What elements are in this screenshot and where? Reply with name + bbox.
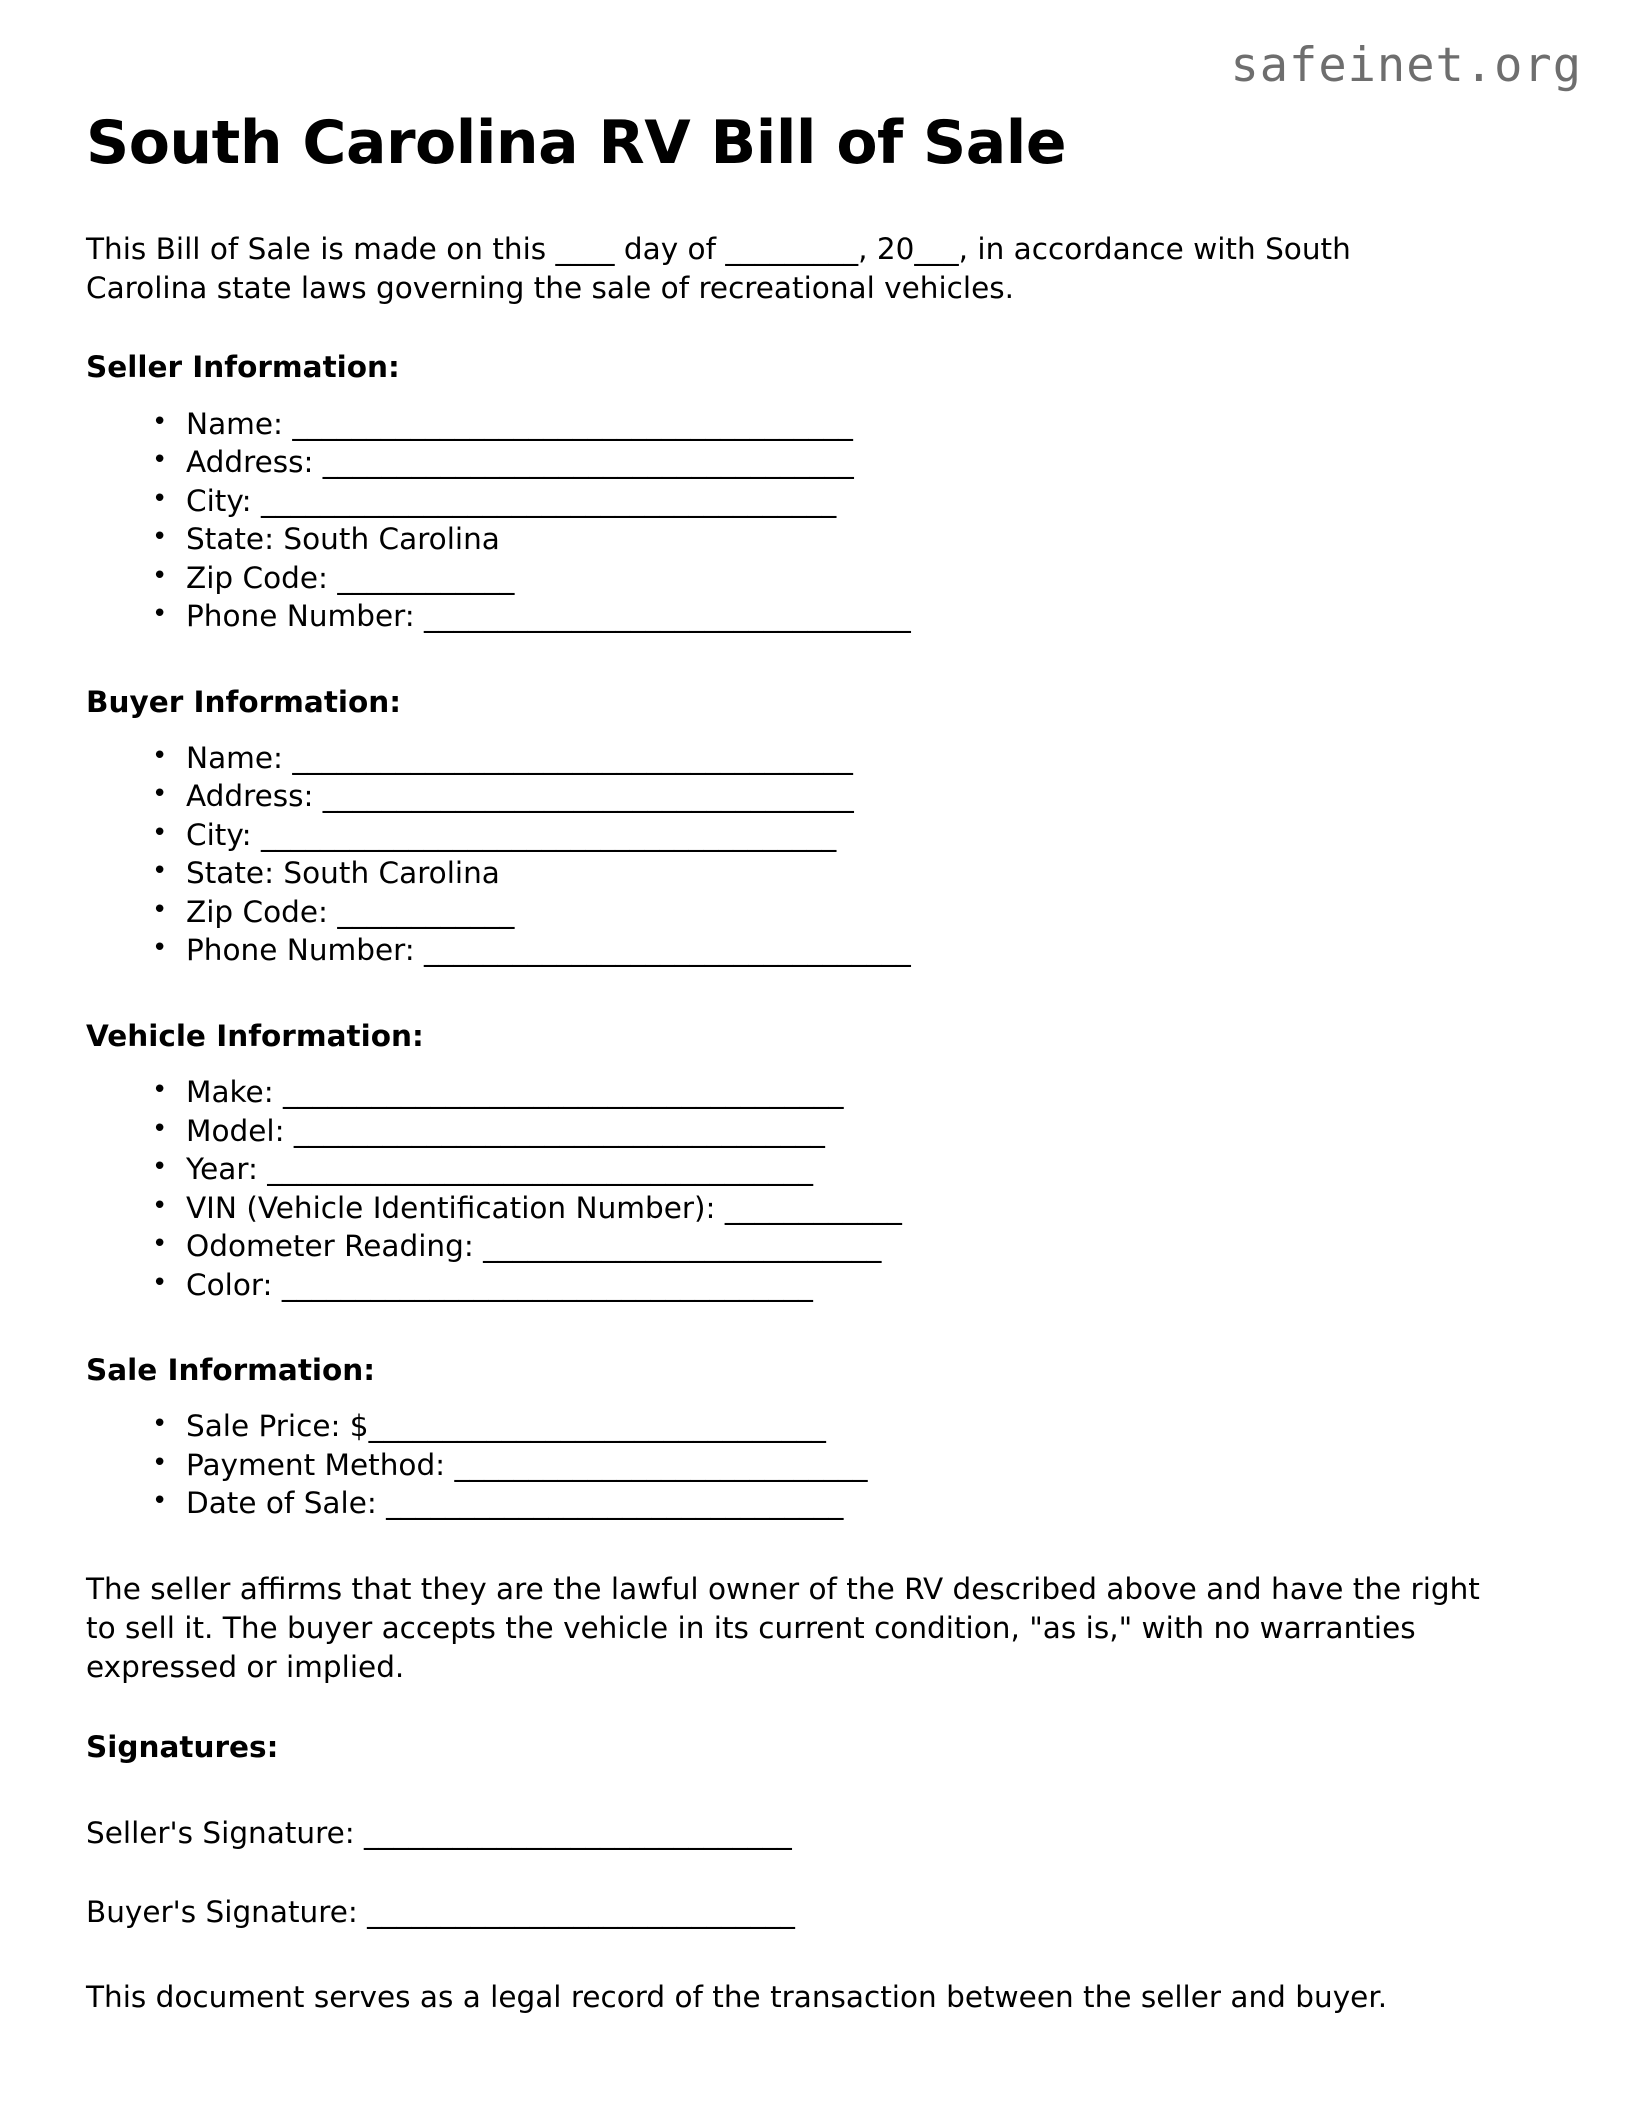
list-item: • Color: ____________________________________ — [152, 1271, 1481, 1301]
spacer — [86, 308, 1481, 348]
spacer — [86, 1528, 1481, 1570]
list-item: • Name: ______________________________________ — [152, 410, 1481, 440]
list-item: • Address: ____________________________________ — [152, 448, 1481, 478]
spacer — [86, 1848, 1481, 1898]
section-heading-seller: Seller Information: — [86, 350, 400, 385]
list-item: • Date of Sale: _______________________________ — [152, 1489, 1481, 1519]
page-title: South Carolina RV Bill of Sale — [86, 108, 1067, 178]
list-item: • State: South Carolina — [152, 525, 1481, 555]
closing-paragraph: This document serves as a legal record of the transaction between the seller and buyer. — [86, 1979, 1388, 2014]
spacer — [86, 1688, 1481, 1728]
seller-field-list — [86, 406, 1481, 634]
list-item: • Phone Number: _________________________________ — [152, 936, 1481, 966]
list-item: • Make: ______________________________________ — [152, 1078, 1481, 1108]
section-heading-sale: Sale Information: — [86, 1353, 376, 1388]
list-item: • Zip Code: ____________ — [152, 898, 1481, 928]
watermark-safeinet: safeinet.org — [1230, 38, 1582, 93]
list-item: • Model: ____________________________________ — [152, 1117, 1481, 1147]
spacer — [86, 1928, 1481, 1978]
document-body — [86, 230, 1481, 2017]
section-heading-signatures: Signatures: — [86, 1729, 279, 1764]
section-heading-vehicle: Vehicle Information: — [86, 1018, 424, 1053]
list-item: • City: _______________________________________ — [152, 487, 1481, 517]
spacer — [86, 641, 1481, 683]
affirmation-paragraph: The seller affirms that they are the lawful owner of the RV described above and have the right to sell it. The buyer accepts the vehicle in its current condition, "as is," with no warranties expressed or implied. — [86, 1571, 1480, 1685]
list-item: • Zip Code: ____________ — [152, 564, 1481, 594]
list-item: • Address: ____________________________________ — [152, 782, 1481, 812]
list-item: • Year: _____________________________________ — [152, 1155, 1481, 1185]
spacer — [86, 1767, 1481, 1819]
list-item: • City: _______________________________________ — [152, 821, 1481, 851]
list-item: • Odometer Reading: ___________________________ — [152, 1232, 1481, 1262]
vehicle-field-list — [86, 1075, 1481, 1302]
seller-signature-line: Seller's Signature: _____________________________ — [86, 1815, 792, 1850]
spacer — [86, 1309, 1481, 1351]
list-item: • Sale Price: $_______________________________ — [152, 1412, 1481, 1442]
section-heading-buyer: Buyer Information: — [86, 684, 402, 719]
list-item: • Name: ______________________________________ — [152, 744, 1481, 774]
buyer-field-list — [86, 740, 1481, 968]
list-item: • State: South Carolina — [152, 859, 1481, 889]
intro-paragraph: This Bill of Sale is made on this ____ day of _________, 20___, in accordance with South Carolina state laws governing the sale of recreational vehicles. — [86, 232, 1351, 306]
list-item: • Payment Method: ____________________________ — [152, 1451, 1481, 1481]
buyer-signature-line: Buyer's Signature: _____________________________ — [86, 1895, 795, 1930]
spacer — [86, 975, 1481, 1017]
sale-field-list — [86, 1409, 1481, 1521]
list-item: • Phone Number: _________________________________ — [152, 602, 1481, 632]
list-item: • VIN (Vehicle Identification Number): ____________ — [152, 1194, 1481, 1224]
